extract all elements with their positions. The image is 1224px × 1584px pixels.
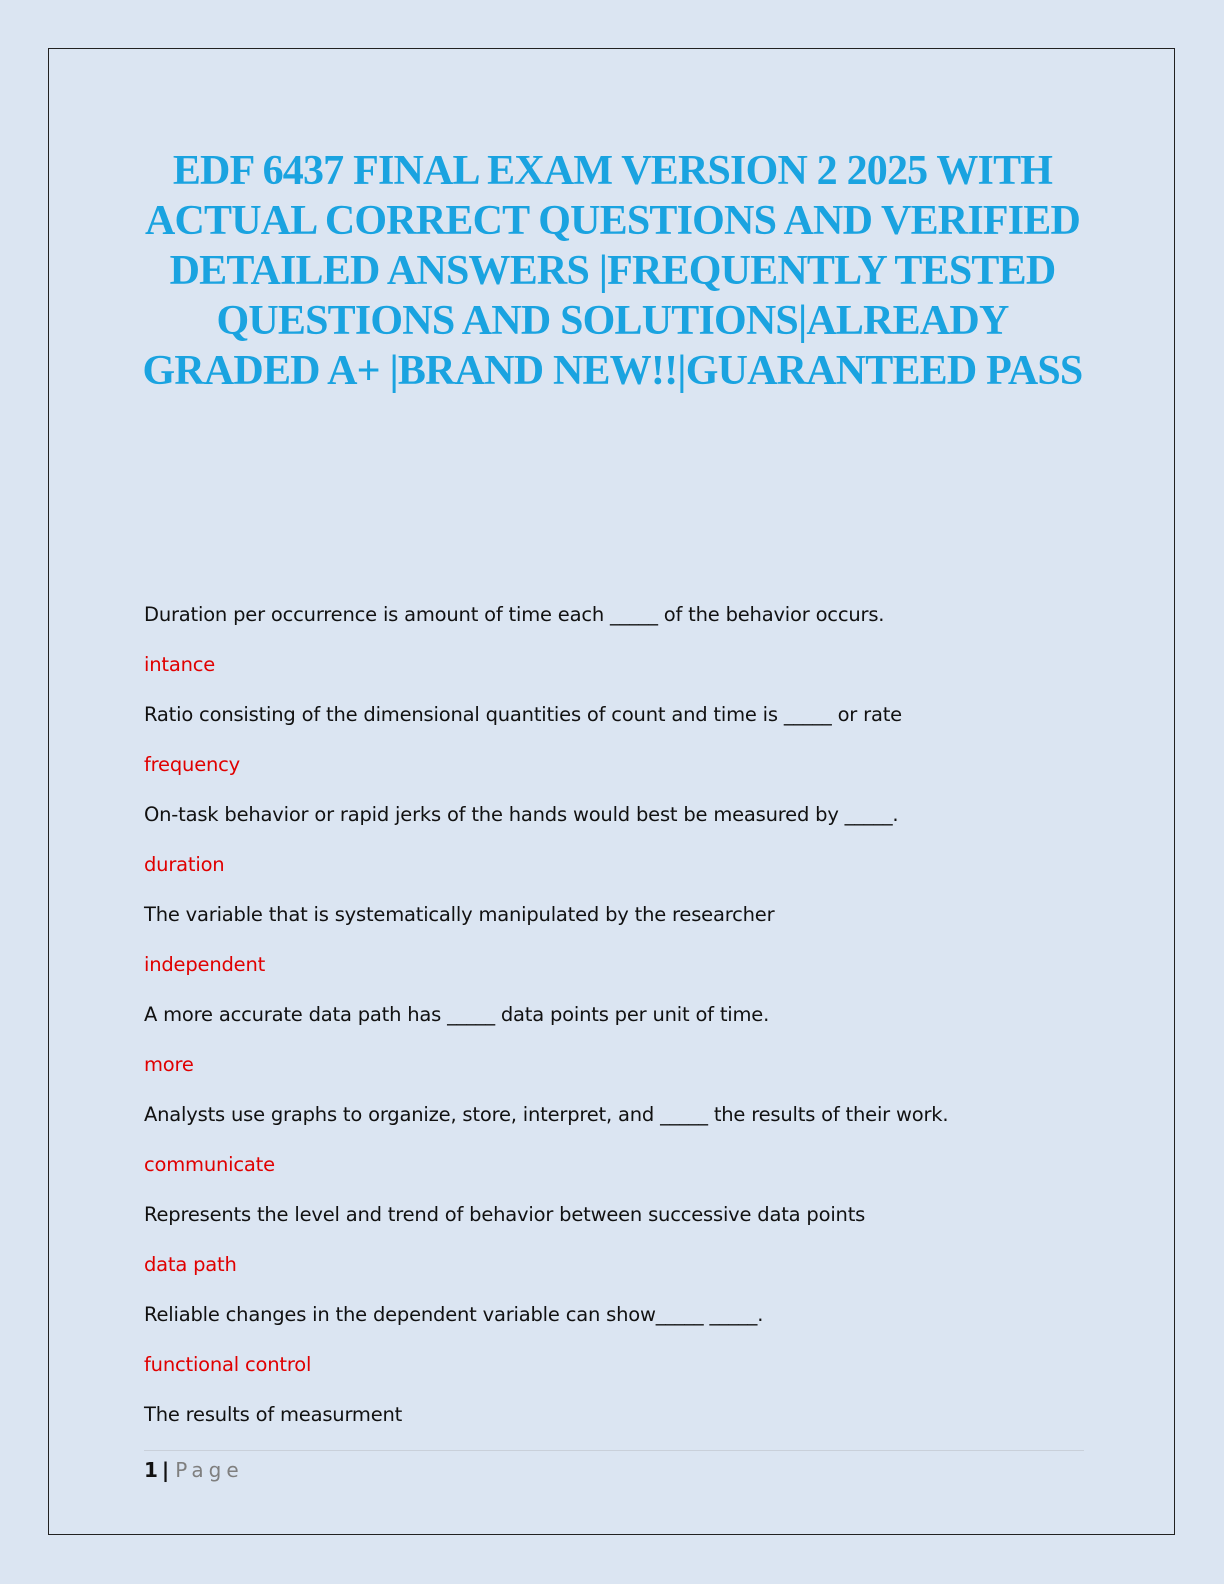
- page-footer: [144, 1455, 244, 1485]
- answer-4: independent: [144, 953, 266, 976]
- answer-7: data path: [144, 1253, 237, 1276]
- question-1: Duration per occurrence is amount of time each _____ of the behavior occurs.: [144, 603, 885, 626]
- page-number: 1: [144, 1458, 158, 1482]
- answer-8: functional control: [144, 1353, 312, 1376]
- document-title: EDF 6437 FINAL EXAM VERSION 2 2025 WITH ACTUAL CORRECT QUESTIONS AND VERIFIED DETAILED ANSWERS |FREQUENTLY TESTED QUESTIONS AND SOLUTIONS|ALREADY GRADED A+ |BRAND NEW!!|GUARANTEED PASS: [142, 148, 1083, 394]
- answer-3: duration: [144, 853, 225, 876]
- answer-6: communicate: [144, 1153, 275, 1176]
- answer-2: frequency: [144, 753, 241, 776]
- question-6: Analysts use graphs to organize, store, interpret, and _____ the results of their work.: [144, 1103, 949, 1126]
- page-label: Page: [175, 1458, 244, 1482]
- question-4: The variable that is systematically manipulated by the researcher: [144, 903, 775, 926]
- footer-divider: [144, 1450, 1084, 1451]
- question-9: The results of measurment: [144, 1403, 403, 1426]
- footer-separator: |: [161, 1458, 170, 1482]
- answer-5: more: [144, 1053, 194, 1076]
- question-3: On-task behavior or rapid jerks of the hands would best be measured by _____.: [144, 803, 899, 826]
- question-2: Ratio consisting of the dimensional quantities of count and time is _____ or rate: [144, 703, 902, 726]
- question-7: Represents the level and trend of behavior between successive data points: [144, 1203, 866, 1226]
- qa-list: [144, 598, 1084, 1448]
- question-8: Reliable changes in the dependent variable can show_____ _____.: [144, 1303, 764, 1326]
- answer-1: intance: [144, 653, 216, 676]
- question-5: A more accurate data path has _____ data points per unit of time.: [144, 1003, 770, 1026]
